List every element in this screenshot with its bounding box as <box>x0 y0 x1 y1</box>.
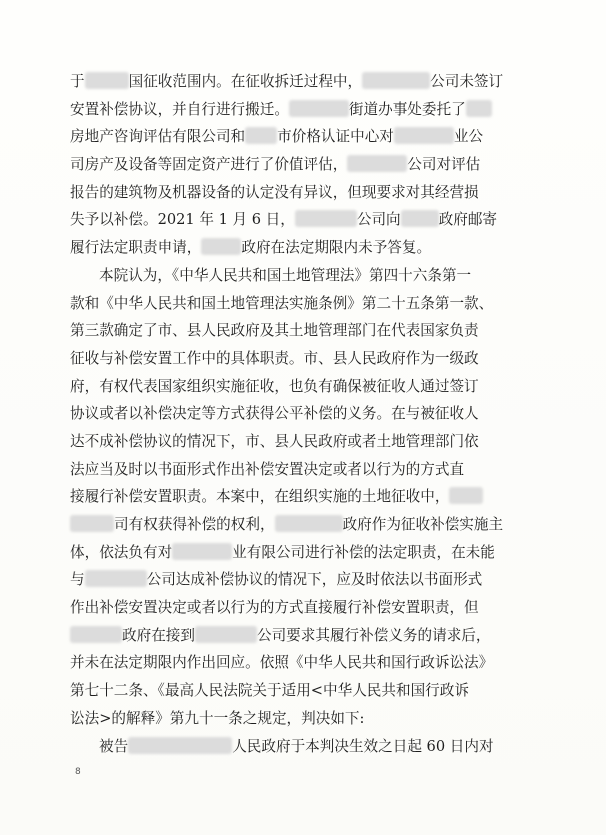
text-segment: 安置补偿协议，并自行进行搬迁。 <box>70 100 289 118</box>
text-segment: 政府在法定期限内未予答复。 <box>241 239 432 257</box>
text-segment: 公司达成补偿协议的情况下，应及时依法以书面形式 <box>146 571 483 589</box>
text-segment: 第七十二条、《最高人民法院关于适用<中华人民共和国行政诉 <box>70 682 469 700</box>
text-segment: 征收与补偿安置工作中的具体职责。市、县人民政府作为一级政 <box>70 349 479 367</box>
redacted-text <box>195 626 257 643</box>
page-number: 8 <box>75 767 81 777</box>
text-segment: 公司对评估 <box>407 156 481 174</box>
text-line <box>70 428 548 456</box>
redacted-text <box>289 100 349 117</box>
redacted-text <box>362 72 430 89</box>
text-line <box>70 345 548 373</box>
text-segment: 府，有权代表国家组织实施征收，也负有确保被征收人通过签订 <box>70 377 479 395</box>
redacted-text <box>466 100 492 117</box>
text-line <box>70 566 548 594</box>
text-segment: 人民政府于本判决生效之日起 60 日内对 <box>232 737 494 755</box>
text-segment: 体，依法负有对 <box>70 543 173 561</box>
text-line <box>70 483 548 511</box>
text-segment: 公司未签订 <box>430 73 504 90</box>
text-segment: 业有限公司进行补偿的法定职责，在未能 <box>232 543 495 561</box>
text-line <box>70 206 548 234</box>
redacted-text <box>245 127 277 144</box>
text-segment: 公司向 <box>356 211 401 229</box>
text-segment: 政府在接到 <box>122 626 195 644</box>
redacted-text <box>85 72 129 89</box>
text-line <box>70 317 548 345</box>
redacted-text <box>128 737 232 754</box>
text-segment: 失予以补偿。2021 年 1 月 6 日， <box>70 211 295 229</box>
text-segment: 第三款确定了市、县人民政府及其土地管理部门在代表国家负责 <box>70 322 479 340</box>
text-line <box>70 96 548 124</box>
text-segment: 被告 <box>99 737 129 755</box>
text-line <box>70 290 548 318</box>
text-segment: 法应当及时以书面形式作出补偿安置决定或者以行为的方式直 <box>70 460 465 478</box>
text-segment: 本院认为，《中华人民共和国土地管理法》第四十六条第一 <box>99 266 472 284</box>
text-segment: 政府邮寄 <box>438 211 498 229</box>
text-line <box>70 234 548 262</box>
text-segment: 接履行补偿安置职责。本案中，在组织实施的土地征收中， <box>70 488 450 506</box>
text-line <box>70 733 548 761</box>
text-segment: 履行法定职责申请， <box>70 239 202 257</box>
text-line <box>70 262 548 290</box>
text-line <box>70 400 548 428</box>
text-line <box>70 123 548 151</box>
text-segment: 司有权获得补偿的权利， <box>114 516 275 533</box>
text-line <box>70 677 548 705</box>
text-line <box>70 649 548 677</box>
text-line <box>70 68 548 96</box>
text-line <box>70 594 548 622</box>
text-line <box>70 622 548 650</box>
text-segment: 房地产咨询评估有限公司和 <box>70 128 246 146</box>
text-segment: 于 <box>70 73 85 90</box>
text-segment: 公司要求其履行补偿义务的请求后， <box>256 626 491 644</box>
document-body <box>70 68 548 760</box>
text-segment: 街道办事处委托了 <box>348 100 466 118</box>
text-segment: 款和《中华人民共和国土地管理法实施条例》第二十五条第一款、 <box>70 294 494 312</box>
redacted-text <box>70 626 122 643</box>
text-line <box>70 456 548 484</box>
text-line <box>70 151 548 179</box>
redacted-text <box>275 515 343 532</box>
text-segment: 并未在法定期限内作出回应。依照《中华人民共和国行政诉讼法》 <box>70 654 494 672</box>
text-line <box>70 705 548 733</box>
redacted-text <box>449 487 483 504</box>
text-segment: 业公 <box>453 128 484 146</box>
redacted-text <box>85 570 147 587</box>
text-segment: 达不成补偿协议的情况下，市、县人民政府或者土地管理部门依 <box>70 432 479 450</box>
text-line <box>70 373 548 401</box>
redacted-text <box>401 210 439 227</box>
text-segment: 报告的建筑物及机器设备的认定没有异议，但现要求对其经营损 <box>70 183 479 201</box>
redacted-text <box>70 515 114 532</box>
text-line <box>70 179 548 207</box>
text-line <box>70 539 548 567</box>
text-segment: 市价格认证中心对 <box>277 128 394 146</box>
text-segment: 协议或者以补偿决定等方式获得公平补偿的义务。在与被征收人 <box>70 405 479 423</box>
redacted-text <box>201 238 241 255</box>
text-segment: 讼法>的解释》第九十一条之规定，判决如下: <box>70 709 365 727</box>
text-segment: 作出补偿安置决定或者以行为的方式直接履行补偿安置职责，但 <box>70 599 479 617</box>
text-segment: 司房产及设备等固定资产进行了价值评估， <box>70 156 348 174</box>
redacted-text <box>394 127 454 144</box>
redacted-text <box>295 210 357 227</box>
text-segment: 国征收范围内。在征收拆迁过程中， <box>128 73 363 90</box>
text-segment: 政府作为征收补偿实施主 <box>342 516 504 533</box>
text-line <box>70 511 548 539</box>
redacted-text <box>172 543 232 560</box>
redacted-text <box>347 155 407 172</box>
text-segment: 与 <box>70 571 85 589</box>
